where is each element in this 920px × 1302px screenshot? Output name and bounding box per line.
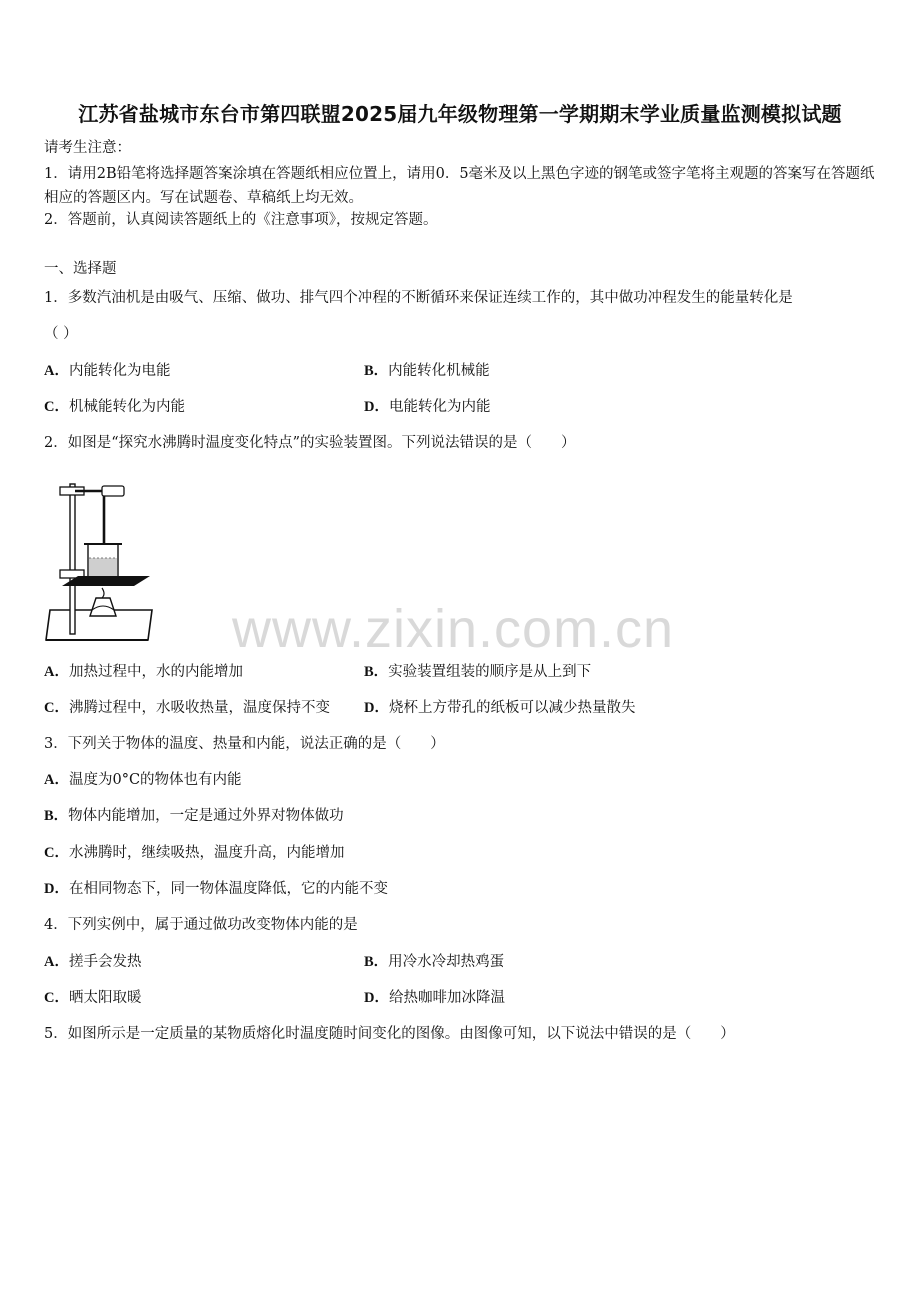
option-key: A． — [44, 363, 69, 379]
option-key: C． — [44, 399, 69, 415]
option-text: 给热咖啡加冰降温 — [388, 990, 505, 1006]
question-4-option-a — [44, 952, 141, 972]
notice-item-1: 1．请用2B铅笔将选择题答案涂填在答题纸相应位置上，请用0．5毫米及以上黑色字迹的钢笔或签字笔将主观题的答案写在答题纸相应的答题区内。写在试题卷、草稿纸上均无效。 — [44, 166, 875, 206]
option-text: 搓手会发热 — [68, 954, 142, 970]
option-text: 水沸腾时，继续吸热，温度升高，内能增加 — [68, 845, 345, 861]
question-1-option-b — [364, 361, 490, 381]
question-3-option-b — [44, 806, 344, 826]
option-key: A． — [44, 954, 69, 970]
boiling-apparatus-figure — [44, 478, 156, 644]
option-key: C． — [44, 990, 69, 1006]
question-2-option-c — [44, 698, 330, 718]
option-text: 电能转化为内能 — [388, 399, 491, 415]
question-2-stem: 2．如图是“探究水沸腾时温度变化特点”的实验装置图。下列说法错误的是（ ） — [44, 435, 576, 451]
question-3-stem: 3．下列关于物体的温度、热量和内能，说法正确的是（ ） — [44, 736, 445, 752]
question-4-stem: 4．下列实例中，属于通过做功改变物体内能的是 — [44, 917, 358, 933]
option-text: 用冷水冷却热鸡蛋 — [388, 954, 505, 970]
stand-rod — [70, 484, 75, 634]
option-key: D． — [364, 399, 389, 415]
question-4-option-c — [44, 988, 141, 1008]
question-3-option-d — [44, 879, 388, 899]
question-5-stem: 5．如图所示是一定质量的某物质熔化时温度随时间变化的图像。由图像可知，以下说法中错误的是（ ） — [44, 1026, 735, 1042]
option-key: D． — [364, 700, 389, 716]
option-text: 机械能转化为内能 — [68, 399, 185, 415]
question-4-option-b — [364, 952, 504, 972]
section-heading: 一、选择题 — [44, 261, 117, 277]
question-2-option-a — [44, 662, 243, 682]
option-key: A． — [44, 772, 69, 788]
question-3-option-a — [44, 770, 242, 790]
option-text: 烧杯上方带孔的纸板可以减少热量散失 — [388, 700, 636, 716]
question-1-option-c — [44, 397, 185, 417]
option-text: 温度为0°C的物体也有内能 — [68, 772, 242, 788]
question-2-option-d — [364, 698, 635, 718]
option-text: 晒太阳取暖 — [68, 990, 142, 1006]
question-1-option-a — [44, 361, 170, 381]
watermark: www.zixin.com.cn — [232, 599, 675, 659]
alcohol-lamp — [90, 598, 116, 616]
option-key: B． — [44, 808, 69, 824]
option-key: A． — [44, 664, 69, 680]
option-text: 内能转化为电能 — [68, 363, 171, 379]
option-key: C． — [44, 845, 69, 861]
option-key: D． — [44, 881, 69, 897]
question-1-option-d — [364, 397, 490, 417]
option-text: 实验装置组装的顺序是从上到下 — [388, 664, 592, 680]
notice-heading: 请考生注意： — [44, 140, 131, 156]
notice-item-2: 2．答题前，认真阅读答题纸上的《注意事项》，按规定答题。 — [44, 212, 438, 228]
question-3-option-c — [44, 843, 344, 863]
option-text: 沸腾过程中，水吸收热量，温度保持不变 — [68, 700, 330, 716]
option-text: 内能转化机械能 — [388, 363, 490, 379]
question-4-option-d — [364, 988, 505, 1008]
option-key: B． — [364, 363, 389, 379]
question-1-stem: 1．多数汽油机是由吸气、压缩、做功、排气四个冲程的不断循环来保证连续工作的，其中做功冲程发生的能量转化是 — [44, 290, 793, 306]
option-text: 加热过程中，水的内能增加 — [68, 664, 243, 680]
question-2-option-b — [364, 662, 591, 682]
option-key: B． — [364, 664, 389, 680]
option-text: 物体内能增加，一定是通过外界对物体做功 — [68, 808, 344, 824]
option-key: D． — [364, 990, 389, 1006]
exam-title: 江苏省盐城市东台市第四联盟2025届九年级物理第一学期期末学业质量监测模拟试题 — [78, 102, 842, 126]
question-1-stem-cont: （ ） — [44, 326, 78, 342]
option-key: B． — [364, 954, 389, 970]
option-text: 在相同物态下，同一物体温度降低，它的内能不变 — [68, 881, 388, 897]
option-key: C． — [44, 700, 69, 716]
